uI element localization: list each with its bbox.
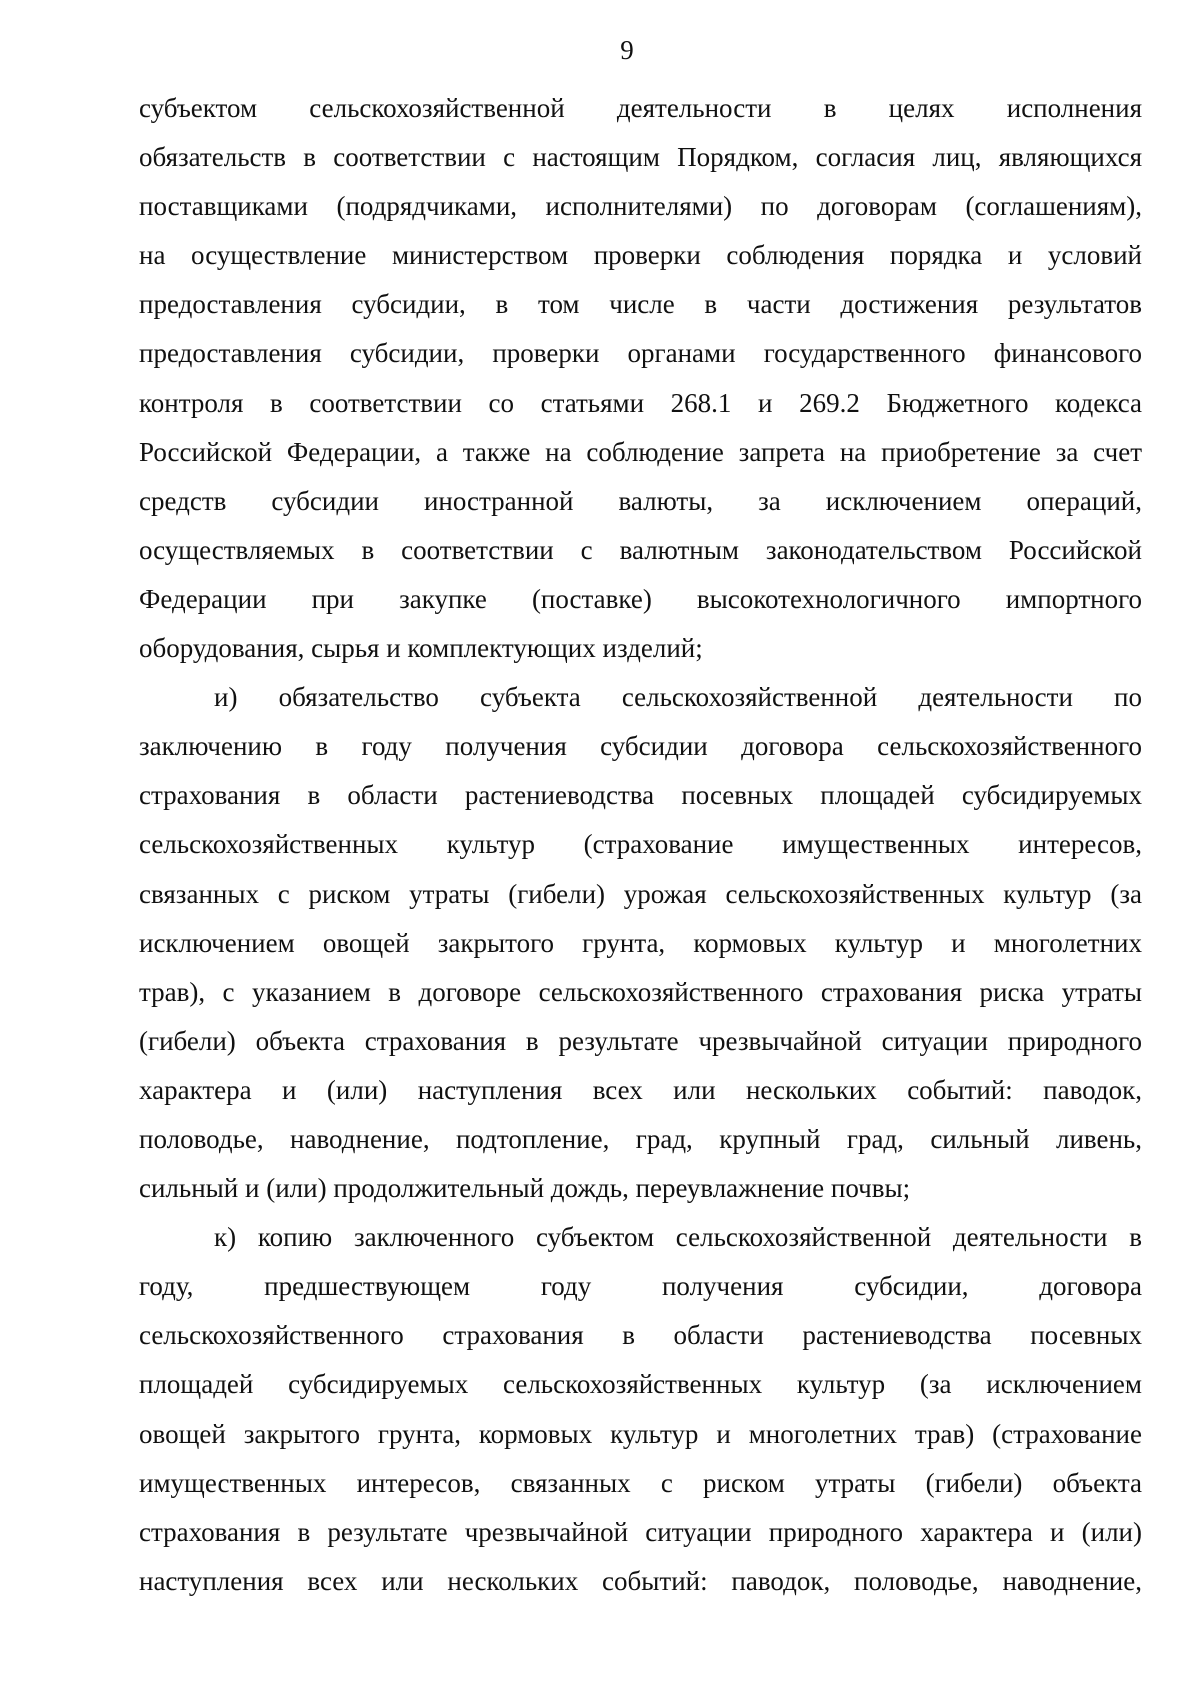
- text-line: сельскохозяйственных культур (страхование имущественных интересов,: [139, 829, 1142, 860]
- text-line: контроля в соответствии со статьями 268.1 и 269.2 Бюджетного кодекса: [139, 387, 1142, 418]
- text-line: сельскохозяйственного страхования в области растениеводства посевных: [139, 1320, 1142, 1351]
- page-number: 9: [620, 35, 634, 65]
- text-line: имущественных интересов, связанных с риском утраты (гибели) объекта: [139, 1467, 1142, 1498]
- text-line: наступления всех или нескольких событий: паводок, половодье, наводнение,: [139, 1565, 1142, 1596]
- text-line: году, предшествующем году получения субсидии, договора: [139, 1271, 1142, 1302]
- text-line: исключением овощей закрытого грунта, кормовых культур и многолетних: [139, 927, 1142, 958]
- text-line: средств субсидии иностранной валюты, за исключением операций,: [139, 485, 1142, 516]
- text-line: Российской Федерации, а также на соблюдение запрета на приобретение за счет: [139, 436, 1142, 467]
- text-line: субъектом сельскохозяйственной деятельности в целях исполнения: [139, 93, 1142, 123]
- paragraph-item-k: [139, 1213, 1142, 1606]
- text-line: заключению в году получения субсидии договора сельскохозяйственного: [139, 731, 1142, 762]
- text-line: на осуществление министерством проверки соблюдения порядка и условий: [139, 240, 1142, 271]
- text-line: оборудования, сырья и комплектующих изделий;: [139, 633, 703, 664]
- text-line: сильный и (или) продолжительный дождь, переувлажнение почвы;: [139, 1173, 911, 1204]
- text-line: Федерации при закупке (поставке) высокотехнологичного импортного: [139, 583, 1142, 614]
- text-line: к) копию заключенного субъектом сельскохозяйственной деятельности в: [214, 1222, 1142, 1253]
- text-line: (гибели) объекта страхования в результате чрезвычайной ситуации природного: [139, 1025, 1142, 1056]
- text-line: характера и (или) наступления всех или нескольких событий: паводок,: [139, 1074, 1142, 1105]
- text-line: страхования в области растениеводства посевных площадей субсидируемых: [139, 780, 1142, 811]
- text-line: поставщиками (подрядчиками, исполнителями) по договорам (соглашениям),: [139, 191, 1142, 222]
- document-body: [139, 84, 1142, 1606]
- text-line: площадей субсидируемых сельскохозяйственных культур (за исключением: [139, 1369, 1142, 1400]
- text-line: трав), с указанием в договоре сельскохозяйственного страхования риска утраты: [139, 976, 1142, 1007]
- text-line: овощей закрытого грунта, кормовых культур и многолетних трав) (страхование: [139, 1418, 1142, 1449]
- text-line: и) обязательство субъекта сельскохозяйственной деятельности по: [214, 682, 1142, 713]
- text-line: осуществляемых в соответствии с валютным законодательством Российской: [139, 534, 1142, 565]
- text-line: связанных с риском утраты (гибели) урожая сельскохозяйственных культур (за: [139, 878, 1142, 909]
- text-line: предоставления субсидии, в том числе в части достижения результатов: [139, 289, 1142, 320]
- text-line: половодье, наводнение, подтопление, град, крупный град, сильный ливень,: [139, 1123, 1142, 1154]
- text-line: обязательств в соответствии с настоящим Порядком, согласия лиц, являющихся: [139, 142, 1142, 173]
- text-line: страхования в результате чрезвычайной ситуации природного характера и (или): [139, 1516, 1142, 1547]
- paragraph-consent-clause: [139, 84, 1142, 673]
- paragraph-item-i: [139, 673, 1142, 1213]
- text-line: предоставления субсидии, проверки органами государственного финансового: [139, 338, 1142, 369]
